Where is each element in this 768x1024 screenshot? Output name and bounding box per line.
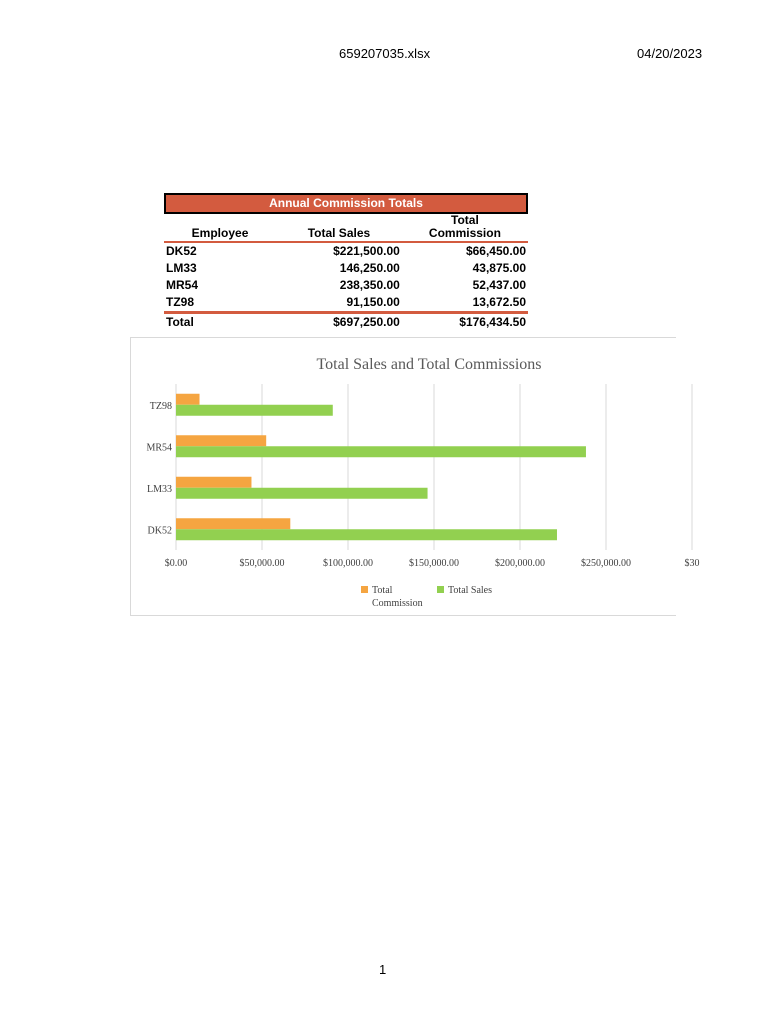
bar-total-sales bbox=[176, 405, 333, 416]
header-total-sales: Total Sales bbox=[307, 226, 371, 240]
bar-chart-svg bbox=[131, 338, 700, 615]
table-row bbox=[164, 260, 528, 277]
table-row bbox=[164, 294, 528, 313]
y-category-label: DK52 bbox=[147, 525, 172, 537]
file-name: 659207035.xlsx bbox=[339, 46, 431, 61]
x-tick-label: $30 bbox=[684, 558, 700, 569]
row-employee: LM33 bbox=[166, 261, 197, 275]
x-tick-label: $0.00 bbox=[164, 558, 188, 569]
legend-label-total-commission: Commission bbox=[372, 598, 423, 609]
header-total-line: Total bbox=[451, 213, 479, 227]
table-header-row bbox=[164, 214, 528, 242]
bar-total-sales bbox=[176, 529, 557, 540]
sales-commission-chart bbox=[130, 337, 700, 616]
x-tick-label: $150,000.00 bbox=[409, 558, 459, 569]
row-commission: $66,450.00 bbox=[465, 244, 526, 258]
y-category-label: LM33 bbox=[147, 483, 172, 495]
table-row bbox=[164, 277, 528, 294]
legend-swatch-total-commission bbox=[361, 586, 368, 593]
row-sales: $221,500.00 bbox=[333, 244, 400, 258]
table-title: Annual Commission Totals bbox=[164, 193, 528, 214]
y-category-label: MR54 bbox=[146, 442, 172, 454]
total-label: Total bbox=[166, 315, 194, 329]
x-tick-label: $100,000.00 bbox=[323, 558, 373, 569]
row-sales: 91,150.00 bbox=[346, 295, 400, 309]
total-commission: $176,434.50 bbox=[459, 315, 526, 329]
bar-total-commission bbox=[176, 435, 266, 446]
legend-label-total-commission: Total bbox=[372, 585, 393, 596]
x-tick-label: $50,000.00 bbox=[239, 558, 285, 569]
bar-total-sales bbox=[176, 488, 428, 499]
x-tick-label: $250,000.00 bbox=[581, 558, 631, 569]
header-total-commission bbox=[402, 214, 528, 242]
total-sales: $697,250.00 bbox=[333, 315, 400, 329]
print-date: 04/20/2023 bbox=[637, 46, 703, 61]
page-number: 1 bbox=[379, 962, 387, 977]
legend-swatch-total-sales bbox=[437, 586, 444, 593]
header-employee: Employee bbox=[191, 226, 249, 240]
x-tick-label: $200,000.00 bbox=[495, 558, 545, 569]
row-sales: 146,250.00 bbox=[339, 261, 400, 275]
commission-table bbox=[164, 193, 528, 331]
row-employee: MR54 bbox=[166, 278, 199, 292]
bar-total-commission bbox=[176, 477, 251, 488]
row-commission: 43,875.00 bbox=[472, 261, 526, 275]
row-commission: 52,437.00 bbox=[472, 278, 526, 292]
row-commission: 13,672.50 bbox=[472, 295, 526, 309]
bar-total-sales bbox=[176, 446, 586, 457]
chart-title: Total Sales and Total Commissions bbox=[316, 356, 542, 373]
row-sales: 238,350.00 bbox=[339, 278, 400, 292]
header-commission-line: Commission bbox=[428, 226, 501, 240]
bar-total-commission bbox=[176, 518, 290, 529]
row-employee: TZ98 bbox=[166, 295, 195, 309]
legend-label-total-sales: Total Sales bbox=[448, 585, 493, 596]
bar-total-commission bbox=[176, 394, 200, 405]
table-row bbox=[164, 242, 528, 260]
table-total-row bbox=[164, 313, 528, 332]
row-employee: DK52 bbox=[166, 244, 197, 258]
y-category-label: TZ98 bbox=[149, 400, 172, 412]
